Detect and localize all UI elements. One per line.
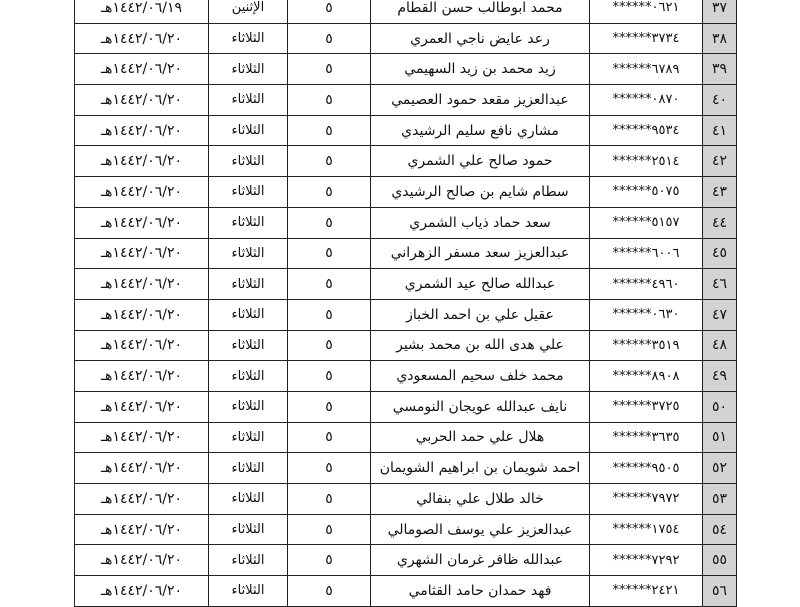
full-name-cell: عبدالله صالح عيد الشمري — [371, 269, 590, 300]
document-sheet — [74, 0, 730, 607]
hijri-date-cell: ١٤٤٢/٠٦/٢٠هـ — [75, 85, 209, 116]
id-number-cell: ******٤٩٦٠ — [590, 269, 703, 300]
weekday-cell: الثلاثاء — [209, 54, 288, 85]
hijri-date-cell: ١٤٤٢/٠٦/٢٠هـ — [75, 330, 209, 361]
row-number-cell: ٤٥ — [703, 238, 737, 269]
table-row — [75, 422, 737, 453]
hijri-date-cell: ١٤٤٢/٠٦/٢٠هـ — [75, 484, 209, 515]
full-name-cell: خالد طلال علي بنفالي — [371, 484, 590, 515]
full-name-cell: سعد حماد ذياب الشمري — [371, 207, 590, 238]
weekday-cell: الثلاثاء — [209, 545, 288, 576]
level-cell: ٥ — [288, 207, 371, 238]
hijri-date-cell: ١٤٤٢/٠٦/٢٠هـ — [75, 177, 209, 208]
id-number-cell: ******٣٧٣٤ — [590, 23, 703, 54]
level-cell: ٥ — [288, 0, 371, 23]
table-row — [75, 361, 737, 392]
row-number-cell: ٥٢ — [703, 453, 737, 484]
full-name-cell: مشاري نافع سليم الرشيدي — [371, 115, 590, 146]
hijri-date-cell: ١٤٤٢/٠٦/١٩هـ — [75, 0, 209, 23]
level-cell: ٥ — [288, 361, 371, 392]
hijri-date-cell: ١٤٤٢/٠٦/٢٠هـ — [75, 146, 209, 177]
level-cell: ٥ — [288, 85, 371, 116]
id-number-cell: ******٥١٥٧ — [590, 207, 703, 238]
weekday-cell: الإثنين — [209, 0, 288, 23]
table-row — [75, 115, 737, 146]
row-number-cell: ٤١ — [703, 115, 737, 146]
id-number-cell: ******٢٥١٤ — [590, 146, 703, 177]
row-number-cell: ٥٠ — [703, 391, 737, 422]
weekday-cell: الثلاثاء — [209, 23, 288, 54]
hijri-date-cell: ١٤٤٢/٠٦/٢٠هـ — [75, 54, 209, 85]
table-row — [75, 238, 737, 269]
table-row — [75, 453, 737, 484]
full-name-cell: احمد شويمان بن ابراهيم الشويمان — [371, 453, 590, 484]
hijri-date-cell: ١٤٤٢/٠٦/٢٠هـ — [75, 115, 209, 146]
level-cell: ٥ — [288, 484, 371, 515]
level-cell: ٥ — [288, 453, 371, 484]
table-row — [75, 514, 737, 545]
full-name-cell: عبدالعزيز علي يوسف الصومالي — [371, 514, 590, 545]
level-cell: ٥ — [288, 391, 371, 422]
id-number-cell: ******٠٦٣٠ — [590, 299, 703, 330]
id-number-cell: ******٨٩٠٨ — [590, 361, 703, 392]
row-number-cell: ٣٨ — [703, 23, 737, 54]
weekday-cell: الثلاثاء — [209, 361, 288, 392]
level-cell: ٥ — [288, 330, 371, 361]
row-number-cell: ٤٠ — [703, 85, 737, 116]
level-cell: ٥ — [288, 146, 371, 177]
weekday-cell: الثلاثاء — [209, 177, 288, 208]
level-cell: ٥ — [288, 299, 371, 330]
row-number-cell: ٣٧ — [703, 0, 737, 23]
row-number-cell: ٤٦ — [703, 269, 737, 300]
hijri-date-cell: ١٤٤٢/٠٦/٢٠هـ — [75, 207, 209, 238]
weekday-cell: الثلاثاء — [209, 330, 288, 361]
table-row — [75, 576, 737, 607]
row-number-cell: ٤٩ — [703, 361, 737, 392]
full-name-cell: عبدالله ظافر غرمان الشهري — [371, 545, 590, 576]
hijri-date-cell: ١٤٤٢/٠٦/٢٠هـ — [75, 514, 209, 545]
full-name-cell: هلال علي حمد الحربي — [371, 422, 590, 453]
table-row — [75, 54, 737, 85]
row-number-cell: ٥٥ — [703, 545, 737, 576]
row-number-cell: ٤٤ — [703, 207, 737, 238]
table-row — [75, 545, 737, 576]
row-number-cell: ٣٩ — [703, 54, 737, 85]
full-name-cell: حمود صالح علي الشمري — [371, 146, 590, 177]
weekday-cell: الثلاثاء — [209, 146, 288, 177]
level-cell: ٥ — [288, 54, 371, 85]
weekday-cell: الثلاثاء — [209, 269, 288, 300]
level-cell: ٥ — [288, 238, 371, 269]
id-number-cell: ******٠٦٢١ — [590, 0, 703, 23]
level-cell: ٥ — [288, 115, 371, 146]
row-number-cell: ٤٣ — [703, 177, 737, 208]
full-name-cell: رعد عايض ناجي العمري — [371, 23, 590, 54]
table-row — [75, 23, 737, 54]
row-number-cell: ٤٧ — [703, 299, 737, 330]
weekday-cell: الثلاثاء — [209, 422, 288, 453]
full-name-cell: سطام شايم بن صالح الرشيدي — [371, 177, 590, 208]
table-row — [75, 146, 737, 177]
full-name-cell: زيد محمد بن زيد السهيمي — [371, 54, 590, 85]
table-row — [75, 484, 737, 515]
hijri-date-cell: ١٤٤٢/٠٦/٢٠هـ — [75, 238, 209, 269]
row-number-cell: ٤٢ — [703, 146, 737, 177]
id-number-cell: ******٥٠٧٥ — [590, 177, 703, 208]
weekday-cell: الثلاثاء — [209, 484, 288, 515]
id-number-cell: ******٧٩٧٢ — [590, 484, 703, 515]
table-row — [75, 0, 737, 23]
table-row — [75, 207, 737, 238]
hijri-date-cell: ١٤٤٢/٠٦/٢٠هـ — [75, 576, 209, 607]
row-number-cell: ٥٣ — [703, 484, 737, 515]
level-cell: ٥ — [288, 177, 371, 208]
id-number-cell: ******٩٥٣٤ — [590, 115, 703, 146]
table-row — [75, 177, 737, 208]
hijri-date-cell: ١٤٤٢/٠٦/٢٠هـ — [75, 422, 209, 453]
weekday-cell: الثلاثاء — [209, 391, 288, 422]
row-number-cell: ٥٦ — [703, 576, 737, 607]
weekday-cell: الثلاثاء — [209, 453, 288, 484]
weekday-cell: الثلاثاء — [209, 514, 288, 545]
weekday-cell: الثلاثاء — [209, 207, 288, 238]
full-name-cell: محمد خلف سحيم المسعودي — [371, 361, 590, 392]
id-number-cell: ******٩٥٠٥ — [590, 453, 703, 484]
level-cell: ٥ — [288, 422, 371, 453]
level-cell: ٥ — [288, 514, 371, 545]
weekday-cell: الثلاثاء — [209, 85, 288, 116]
full-name-cell: علي هدى الله بن محمد بشير — [371, 330, 590, 361]
id-number-cell: ******٠٨٧٠ — [590, 85, 703, 116]
id-number-cell: ******٦٧٨٩ — [590, 54, 703, 85]
id-number-cell: ******٣٥١٩ — [590, 330, 703, 361]
row-number-cell: ٤٨ — [703, 330, 737, 361]
full-name-cell: نايف عبدالله عويجان النومسي — [371, 391, 590, 422]
row-number-cell: ٥١ — [703, 422, 737, 453]
weekday-cell: الثلاثاء — [209, 115, 288, 146]
level-cell: ٥ — [288, 23, 371, 54]
table-row — [75, 269, 737, 300]
row-number-cell: ٥٤ — [703, 514, 737, 545]
level-cell: ٥ — [288, 545, 371, 576]
full-name-cell: محمد ابوطالب حسن القطام — [371, 0, 590, 23]
table-body — [75, 0, 737, 606]
candidates-table — [74, 0, 737, 607]
hijri-date-cell: ١٤٤٢/٠٦/٢٠هـ — [75, 23, 209, 54]
full-name-cell: عبدالعزيز سعد مسفر الزهراني — [371, 238, 590, 269]
id-number-cell: ******٣٦٣٥ — [590, 422, 703, 453]
weekday-cell: الثلاثاء — [209, 576, 288, 607]
full-name-cell: عبدالعزيز مقعد حمود العصيمي — [371, 85, 590, 116]
id-number-cell: ******٢٤٢١ — [590, 576, 703, 607]
level-cell: ٥ — [288, 269, 371, 300]
hijri-date-cell: ١٤٤٢/٠٦/٢٠هـ — [75, 453, 209, 484]
weekday-cell: الثلاثاء — [209, 238, 288, 269]
full-name-cell: عقيل علي بن احمد الخباز — [371, 299, 590, 330]
id-number-cell: ******٧٢٩٢ — [590, 545, 703, 576]
hijri-date-cell: ١٤٤٢/٠٦/٢٠هـ — [75, 269, 209, 300]
table-row — [75, 330, 737, 361]
weekday-cell: الثلاثاء — [209, 299, 288, 330]
table-row — [75, 391, 737, 422]
hijri-date-cell: ١٤٤٢/٠٦/٢٠هـ — [75, 361, 209, 392]
hijri-date-cell: ١٤٤٢/٠٦/٢٠هـ — [75, 545, 209, 576]
id-number-cell: ******١٧٥٤ — [590, 514, 703, 545]
hijri-date-cell: ١٤٤٢/٠٦/٢٠هـ — [75, 299, 209, 330]
table-row — [75, 85, 737, 116]
id-number-cell: ******٦٠٠٦ — [590, 238, 703, 269]
table-row — [75, 299, 737, 330]
full-name-cell: فهد حمدان حامد القثامي — [371, 576, 590, 607]
hijri-date-cell: ١٤٤٢/٠٦/٢٠هـ — [75, 391, 209, 422]
level-cell: ٥ — [288, 576, 371, 607]
id-number-cell: ******٣٧٢٥ — [590, 391, 703, 422]
